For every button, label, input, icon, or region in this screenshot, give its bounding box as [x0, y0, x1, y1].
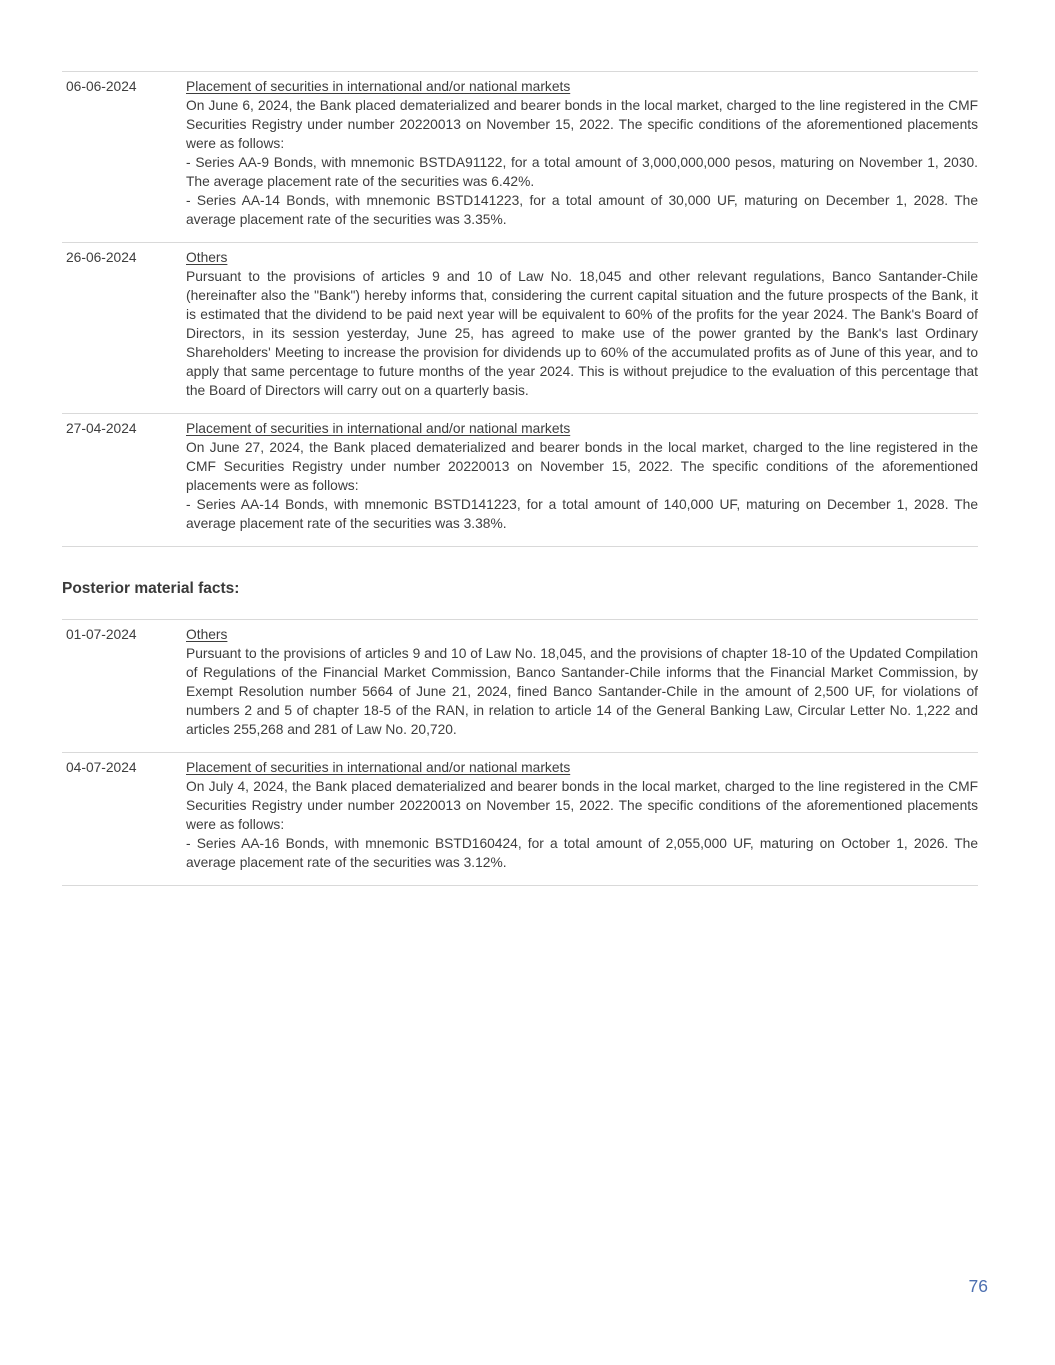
entry-title: Placement of securities in international and/or national markets [186, 79, 571, 94]
table-row [62, 413, 978, 546]
entry-paragraph: - Series AA-14 Bonds, with mnemonic BSTD141223, for a total amount of 30,000 UF, maturing on December 1, 2028. The average placement rate of the securities was 3.35%. [186, 193, 978, 227]
entry-body [186, 77, 978, 229]
entry-paragraph: - Series AA-14 Bonds, with mnemonic BSTD141223, for a total amount of 140,000 UF, maturing on December 1, 2028. The average placement rate of the securities was 3.38%. [186, 497, 978, 531]
table-row [62, 752, 978, 885]
section-heading-posterior-material-facts: Posterior material facts: [62, 580, 240, 597]
table-row [62, 619, 978, 752]
entry-paragraph: - Series AA-9 Bonds, with mnemonic BSTDA91122, for a total amount of 3,000,000,000 pesos, maturing on November 1, 2030. The average placement rate of the securities was 6.42%. [186, 155, 978, 189]
posterior-material-facts-table [62, 619, 978, 886]
entry-date: 01-07-2024 [66, 627, 137, 642]
entry-title: Placement of securities in international and/or national markets [186, 760, 571, 775]
entry-date: 04-07-2024 [66, 760, 137, 775]
entry-date: 06-06-2024 [66, 79, 137, 94]
table-row [62, 71, 978, 242]
material-facts-table [62, 71, 978, 547]
entry-date: 27-04-2024 [66, 421, 137, 436]
entry-body [186, 625, 978, 739]
entry-paragraph: Pursuant to the provisions of articles 9 and 10 of Law No. 18,045 and other relevant regulations, Banco Santander-Chile (hereinafter also the "Bank") hereby informs that, considering the current capital situation and the future prospects of the Bank, it is estimated that the dividend to be paid next year will be equivalent to 60% of the profits for the year 2024. The Bank's Board of Directors, in its session yesterday, June 25, has agreed to make use of the power granted by the Bank's last Ordinary Shareholders' Meeting to increase the provision for dividends up to 60% of the accumulated profits as of June of this year, and to apply that same percentage to future months of the year 2024. This is without prejudice to the evaluation of this percentage that the Board of Directors will carry out on a quarterly basis. [186, 269, 978, 398]
entry-paragraph: On June 6, 2024, the Bank placed dematerialized and bearer bonds in the local market, charged to the line registered in the CMF Securities Registry under number 20220013 on November 15, 2022. The specific conditions of the aforementioned placements were as follows: [186, 98, 978, 151]
entry-date: 26-06-2024 [66, 250, 137, 265]
entry-title: Placement of securities in international and/or national markets [186, 421, 571, 436]
entry-paragraph: Pursuant to the provisions of articles 9 and 10 of Law No. 18,045, and the provisions of chapter 18-10 of the Updated Compilation of Regulations of the Financial Market Commission, Banco Santander-Chile informs that the Financial Market Commission, by Exempt Resolution number 5664 of June 21, 2024, fined Banco Santander-Chile in the amount of 2,500 UF, for violations of numbers 2 and 5 of chapter 18-5 of the RAN, in relation to article 14 of the General Banking Law, Circular Letter No. 1,222 and articles 255,268 and 281 of Law No. 20,720. [186, 646, 978, 737]
table-row [62, 242, 978, 413]
page-number: 76 [968, 1276, 988, 1296]
entry-body [186, 419, 978, 533]
page-content [62, 71, 978, 886]
entry-paragraph: On June 27, 2024, the Bank placed dematerialized and bearer bonds in the local market, charged to the line registered in the CMF Securities Registry under number 20220013 on November 15, 2022. The specific conditions of the aforementioned placements were as follows: [186, 440, 978, 493]
entry-paragraph: On July 4, 2024, the Bank placed dematerialized and bearer bonds in the local market, charged to the line registered in the CMF Securities Registry under number 20220013 on November 15, 2022. The specific conditions of the aforementioned placements were as follows: [186, 779, 978, 832]
entry-paragraph: - Series AA-16 Bonds, with mnemonic BSTD160424, for a total amount of 2,055,000 UF, maturing on October 1, 2026. The average placement rate of the securities was 3.12%. [186, 836, 978, 870]
entry-body [186, 248, 978, 400]
entry-body [186, 758, 978, 872]
entry-title: Others [186, 627, 228, 642]
entry-title: Others [186, 250, 228, 265]
